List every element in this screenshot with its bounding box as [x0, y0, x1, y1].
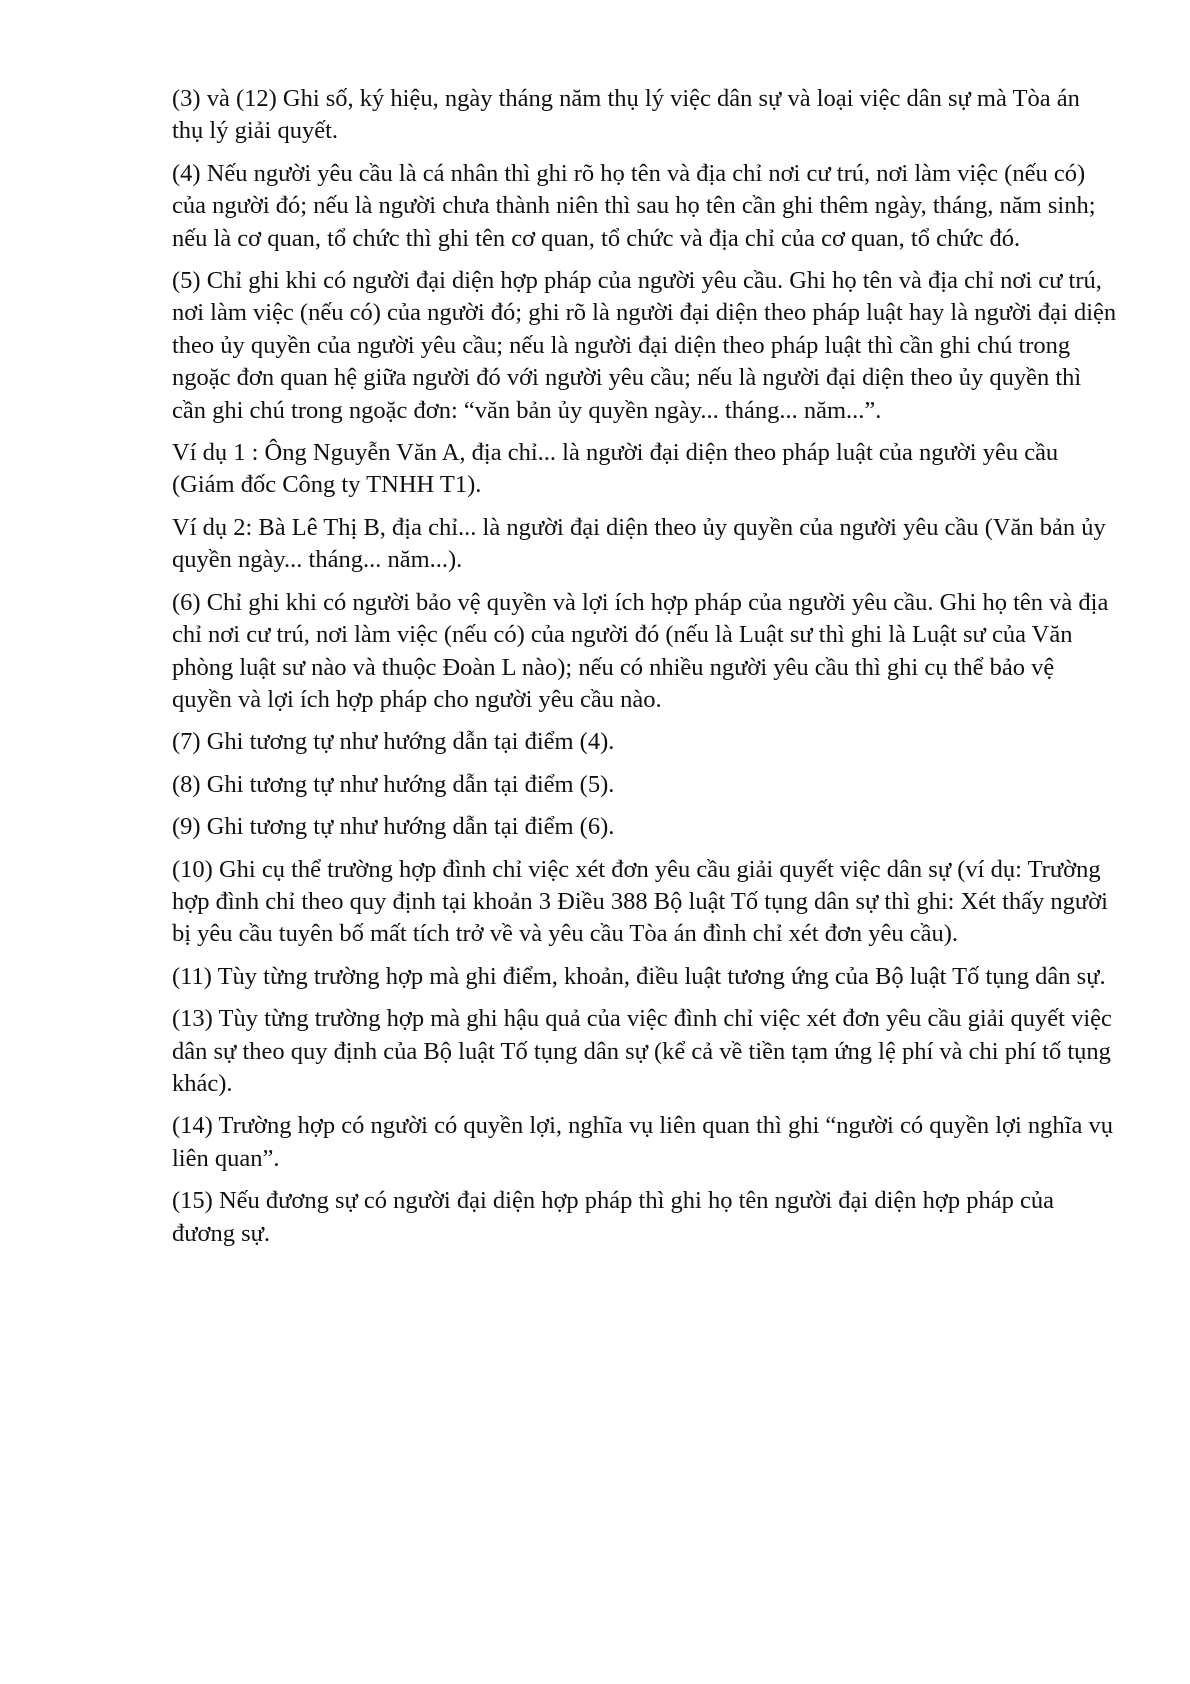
example-2: Ví dụ 2: Bà Lê Thị B, địa chỉ... là người đại diện theo ủy quyền của người yêu cầu (Văn bản ủy quyền ngày... tháng... năm...). — [172, 513, 1106, 574]
document-page — [172, 83, 1117, 1260]
note-8: (8) Ghi tương tự như hướng dẫn tại điểm (5). — [172, 770, 615, 798]
note-11: (11) Tùy từng trường hợp mà ghi điểm, khoản, điều luật tương ứng của Bộ luật Tố tụng dân sự. — [172, 962, 1106, 990]
note-4: (4) Nếu người yêu cầu là cá nhân thì ghi rõ họ tên và địa chỉ nơi cư trú, nơi làm việc (nếu có) của người đó; nếu là người chưa thành niên thì sau họ tên cần ghi thêm ngày, tháng, năm sinh; nếu là cơ quan, tổ chức thì ghi tên cơ quan, tổ chức và địa chỉ của cơ quan, tổ chức đó. — [172, 159, 1096, 252]
note-6: (6) Chỉ ghi khi có người bảo vệ quyền và lợi ích hợp pháp của người yêu cầu. Ghi họ tên và địa chỉ nơi cư trú, nơi làm việc (nếu có) của người đó (nếu là Luật sư thì ghi là Luật sư của Văn phòng luật sư nào và thuộc Đoàn L nào); nếu có nhiều người yêu cầu thì ghi cụ thể bảo vệ quyền và lợi ích hợp pháp cho người yêu cầu nào. — [172, 588, 1109, 713]
note-9: (9) Ghi tương tự như hướng dẫn tại điểm (6). — [172, 813, 615, 841]
note-15: (15) Nếu đương sự có người đại diện hợp pháp thì ghi họ tên người đại diện hợp pháp của đương sự. — [172, 1187, 1054, 1247]
note-7: (7) Ghi tương tự như hướng dẫn tại điểm (4). — [172, 728, 615, 756]
example-1: Ví dụ 1 : Ông Nguyễn Văn A, địa chỉ... là người đại diện theo pháp luật của người yêu cầu (Giám đốc Công ty TNHH T1). — [172, 439, 1059, 499]
note-3-12: (3) và (12) Ghi số, ký hiệu, ngày tháng năm thụ lý việc dân sự và loại việc dân sự mà Tòa án thụ lý giải quyết. — [172, 85, 1080, 145]
note-5: (5) Chỉ ghi khi có người đại diện hợp pháp của người yêu cầu. Ghi họ tên và địa chỉ nơi cư trú, nơi làm việc (nếu có) của người đó; ghi rõ là người đại diện theo pháp luật hay là người đại diện theo ủy quyền của người yêu cầu; nếu là người đại diện theo pháp luật thì cần ghi chú trong ngoặc đơn quan hệ giữa người đó với người yêu cầu; nếu là người đại diện theo ủy quyền thì cần ghi chú trong ngoặc đơn: “văn bản ủy quyền ngày... tháng... năm...”. — [172, 267, 1117, 424]
note-13: (13) Tùy từng trường hợp mà ghi hậu quả của việc đình chỉ việc xét đơn yêu cầu giải quyết việc dân sự theo quy định của Bộ luật Tố tụng dân sự (kể cả về tiền tạm ứng lệ phí và chi phí tố tụng khác). — [172, 1005, 1112, 1097]
note-14: (14) Trường hợp có người có quyền lợi, nghĩa vụ liên quan thì ghi “người có quyền lợi nghĩa vụ liên quan”. — [172, 1112, 1113, 1172]
note-10: (10) Ghi cụ thể trường hợp đình chỉ việc xét đơn yêu cầu giải quyết việc dân sự (ví dụ: Trường hợp đình chỉ theo quy định tại khoản 3 Điều 388 Bộ luật Tố tụng dân sự thì ghi: Xét thấy người bị yêu cầu tuyên bố mất tích trở về và yêu cầu Tòa án đình chỉ xét đơn yêu cầu). — [172, 855, 1108, 948]
